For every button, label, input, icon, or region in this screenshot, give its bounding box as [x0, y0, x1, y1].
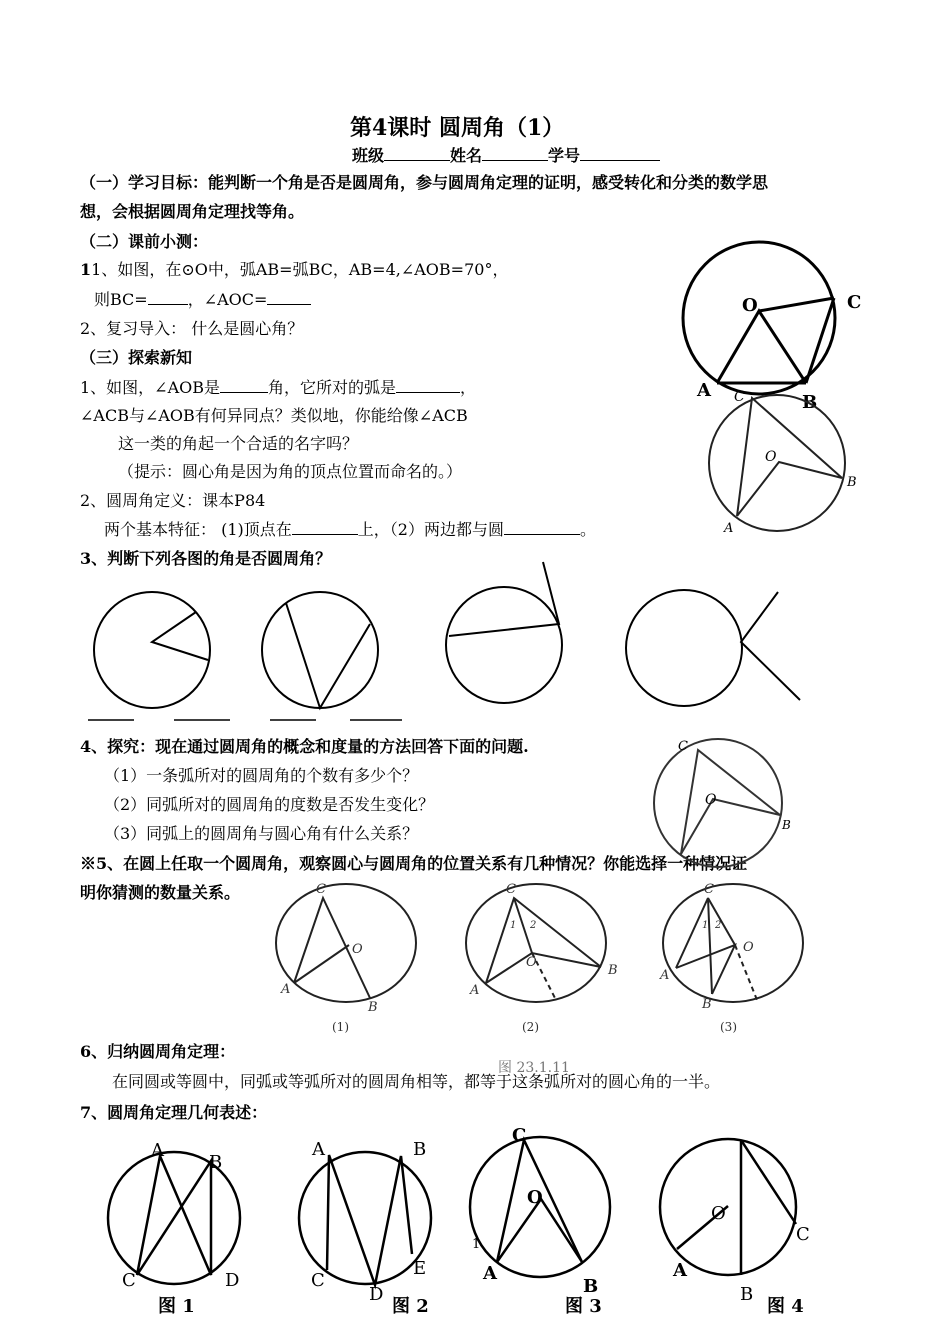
- question-6-theorem: 在同圆或等圆中，同弧或等弧所对的圆周角相等，都等于这条弧所对的圆心角的一半。: [112, 1072, 721, 1091]
- fig3-label-a: A: [483, 1263, 497, 1284]
- angle-aob-q1: [737, 462, 842, 516]
- fig2-label-a: A: [312, 1139, 325, 1160]
- case1-circle: [276, 884, 416, 1002]
- case2-circle: [466, 884, 606, 1002]
- label-o-q4: O: [705, 792, 717, 808]
- label-o-q1: O: [765, 449, 777, 465]
- judge-angle-1: [152, 612, 208, 660]
- fig2-angles: [327, 1155, 412, 1285]
- chord-bc: [806, 298, 834, 383]
- case2-label-a: A: [470, 983, 480, 998]
- case3-angle2: 2: [715, 920, 722, 931]
- question-5-line2: 明你猜测的数量关系。: [80, 883, 241, 902]
- judge-angle-4: [741, 592, 800, 700]
- case3-angle1: 1: [702, 920, 709, 931]
- theorem-figure-labels: [122, 1125, 810, 1305]
- question-2-line1: 2、圆周角定义：课本P84: [80, 491, 266, 510]
- figure-q1: [709, 395, 845, 531]
- page-title: 第4课时 圆周角（1）: [350, 115, 565, 141]
- case2-label-b: B: [608, 963, 618, 978]
- case1-label-b: B: [368, 1000, 378, 1015]
- case1-label-a: A: [281, 982, 291, 997]
- fig2-label-c: C: [311, 1270, 325, 1291]
- pre-question-2: 2、复习导入： 什么是圆心角？: [80, 319, 304, 338]
- judge-circle-1: [94, 592, 210, 708]
- fig1-label-b: B: [209, 1152, 223, 1173]
- fig1-label-d: D: [225, 1270, 240, 1291]
- learning-goals-line1: （一）学习目标：能判断一个角是否是圆周角，参与圆周角定理的证明，感受转化和分类的数学思: [80, 173, 769, 192]
- fig2-label-e: E: [413, 1258, 427, 1279]
- case2-central: [486, 953, 601, 983]
- name-label: 姓名: [450, 146, 483, 165]
- case1-caption: (1): [332, 1020, 349, 1034]
- judge-angle-3: [449, 562, 559, 636]
- case1-radius: [294, 945, 349, 983]
- case3-diameter: [708, 898, 735, 945]
- fig4-label-a: A: [673, 1260, 687, 1281]
- judge-circle-2: [262, 592, 378, 708]
- angle-acb-q4: [681, 750, 780, 854]
- fig4-label-o: O: [711, 1203, 726, 1224]
- fig2-caption: 图 2: [392, 1296, 429, 1317]
- label-a-q1: A: [724, 521, 734, 536]
- case2-angle: [486, 898, 601, 983]
- fig4-label-b: B: [740, 1284, 754, 1305]
- case3-label-b: B: [702, 997, 712, 1012]
- fig3-label-c: C: [512, 1125, 527, 1146]
- judge-angle-2: [286, 603, 370, 708]
- label-c: C: [847, 292, 862, 313]
- question-6-heading: 6、归纳圆周角定理：: [80, 1042, 236, 1061]
- question-4-heading: 4、探究：现在通过圆周角的概念和度量的方法回答下面的问题.: [80, 737, 529, 756]
- figure-23-1-11-labels: [280, 882, 754, 1076]
- angle-aob: [717, 311, 806, 383]
- circle-o-figure: [683, 242, 835, 394]
- pre-question-1-blanks: 则BC= ，∠AOC=: [94, 290, 311, 310]
- fig2-label-b: B: [413, 1139, 427, 1160]
- figure-q4: [654, 739, 782, 867]
- label-a: A: [697, 380, 711, 401]
- question-4-sub2: （2）同弧所对的圆周角的度数是否发生变化？: [104, 795, 435, 814]
- fig3-label-o: O: [527, 1187, 543, 1208]
- pre-question-1: 11、如图，在⊙O中，弧AB=弧BC，AB=4,∠AOB=70°，: [80, 260, 509, 279]
- fig1-angles: [137, 1156, 211, 1275]
- pre-quiz-heading: （二）课前小测：: [80, 232, 209, 251]
- theorem-figure-captions: [158, 1296, 804, 1317]
- question-1-line2: ∠ACB与∠AOB有何异同点？类似地，你能给像∠ACB: [80, 406, 468, 425]
- question-2-line2: 两个基本特征： (1)顶点在 上，（2）两边都与圆 。: [104, 520, 596, 539]
- fig4-label-c: C: [796, 1224, 810, 1245]
- question-7-heading: 7、圆周角定理几何表述：: [80, 1103, 268, 1122]
- case3-label-c: C: [704, 882, 714, 897]
- fig1-caption: 图 1: [158, 1296, 195, 1317]
- case2-angle1: 1: [510, 920, 517, 931]
- case3-caption: (3): [720, 1020, 737, 1034]
- question-5-line1: ※5、在圆上任取一个圆周角，观察圆心与圆周角的位置关系有几种情况？你能选择一种情况证: [80, 854, 748, 873]
- learning-goals-line2: 想，会根据圆周角定理找等角。: [80, 202, 305, 221]
- question-4-sub3: （3）同弧上的圆周角与圆心角有什么关系？: [104, 824, 419, 843]
- fig2-label-d: D: [369, 1284, 384, 1305]
- case1-label-c: C: [316, 882, 326, 897]
- label-b: B: [802, 392, 818, 413]
- question-1-line1: 1、如图，∠AOB是 角，它所对的弧是 ，: [80, 378, 477, 397]
- case2-label-o: O: [526, 955, 537, 970]
- judge-circle-4: [626, 590, 742, 706]
- figure-pre-q1: [683, 242, 835, 394]
- case1-label-o: O: [352, 942, 363, 957]
- explore-heading: （三）探索新知: [80, 348, 193, 367]
- case3-label-o: O: [743, 940, 754, 955]
- number-label: 学号: [548, 146, 581, 165]
- case2-label-c: C: [506, 882, 516, 897]
- question-1-line3: 这一类的角起一个合适的名字吗？: [118, 434, 359, 453]
- judge-circle-3: [446, 587, 562, 703]
- page-number: 1: [472, 1237, 481, 1252]
- fig3-caption: 图 3: [565, 1296, 602, 1317]
- case3-angle: [676, 898, 712, 994]
- fig2-circle: [299, 1152, 431, 1284]
- judge-figures: [94, 562, 800, 708]
- label-c-q4: C: [678, 739, 688, 754]
- circle-q4: [654, 739, 782, 867]
- case2-caption: (2): [522, 1020, 539, 1034]
- case3-label-a: A: [660, 968, 670, 983]
- figure-caption: 图 23.1.11: [498, 1060, 570, 1076]
- label-b-q4: B: [782, 818, 791, 832]
- fig4-caption: 图 4: [767, 1296, 804, 1317]
- case2-angle2: 2: [530, 920, 537, 931]
- fig3-label-b: B: [583, 1276, 599, 1297]
- label-o: O: [742, 295, 758, 316]
- label-b-q1: B: [847, 475, 857, 490]
- label-c-q1: C: [734, 389, 745, 405]
- question-1-hint: （提示：圆心角是因为角的顶点位置而命名的。）: [118, 462, 463, 481]
- radius-oc: [759, 298, 834, 311]
- fig1-label-c: C: [122, 1270, 136, 1291]
- class-label: 班级: [352, 146, 385, 165]
- question-4-sub1: （1）一条弧所对的圆周角的个数有多少个？: [104, 766, 419, 785]
- fig1-label-a: A: [151, 1140, 164, 1161]
- question-3: 3、判断下列各图的角是否圆周角？: [80, 549, 332, 568]
